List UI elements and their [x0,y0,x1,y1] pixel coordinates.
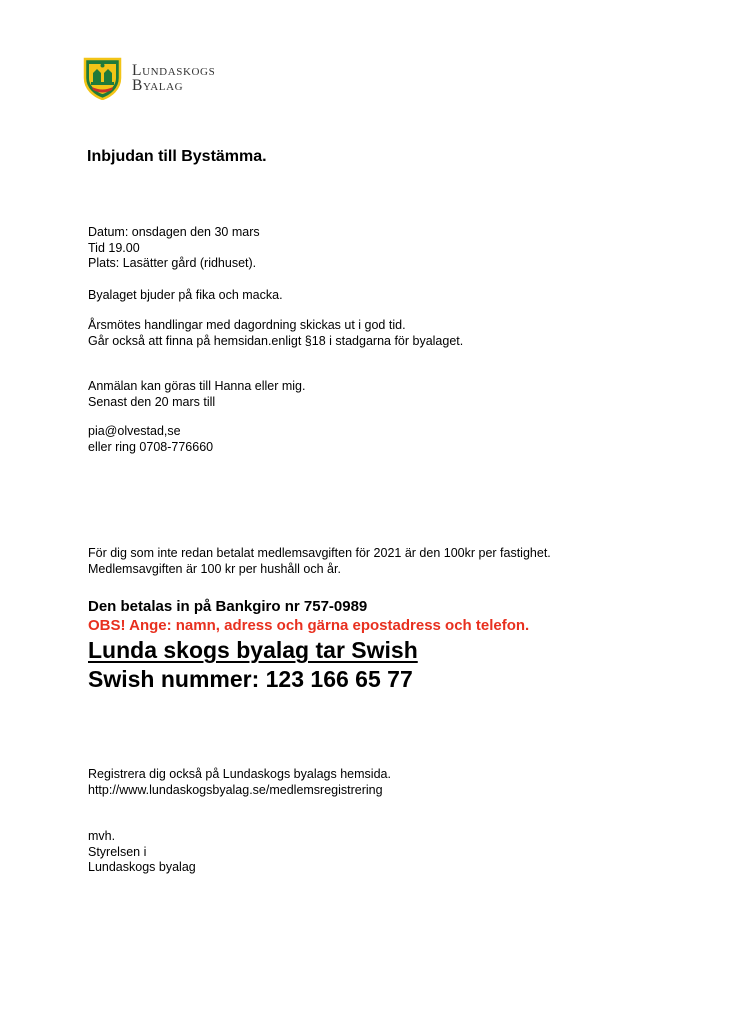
fika-note [88,288,283,304]
documents-note [88,318,463,349]
bankgiro-text: Den betalas in på Bankgiro nr 757-0989 [88,598,368,615]
obs-warning: OBS! Ange: namn, adress och gärna epostadress och telefon. [88,617,530,634]
fika-text: Byalaget bjuder på fika och macka. [88,288,283,302]
page-title: Inbjudan till Bystämma. [87,148,267,165]
byalag-logo [82,56,215,100]
registration-note [88,379,305,410]
signature-line3: Lundaskogs byalag [88,860,196,874]
fee-line2: Medlemsavgiften är 100 kr per hushåll och år. [88,561,341,576]
signature-line2: Styrelsen i [88,844,147,859]
website-line1: Registrera dig också på Lundaskogs byalags hemsida. [88,767,391,781]
documents-line2: Går också att finna på hemsidan.enligt §18 i stadgarna för byalaget. [88,333,464,348]
shield-emblem-icon [82,56,123,100]
contact-info [88,424,213,455]
event-time: Tid 19.00 [88,240,140,255]
signature [88,829,196,876]
payment-info [88,597,529,635]
logo-name-line2: Byalag [132,77,184,94]
swish-title: Lunda skogs byalag tar Swish [88,637,418,663]
event-date: Datum: onsdagen den 30 mars [88,225,260,239]
logo-name-line1: Lundaskogs [132,62,216,79]
contact-phone: eller ring 0708-776660 [88,439,214,454]
registration-line1: Anmälan kan göras till Hanna eller mig. [88,379,306,393]
documents-line1: Årsmötes handlingar med dagordning skickas ut i god tid. [88,318,406,332]
fee-info [88,546,551,577]
signature-line1: mvh. [88,829,116,843]
website-url-link[interactable]: http://www.lundaskogsbyalag.se/medlemsregistrering [88,782,383,797]
event-place: Plats: Lasätter gård (ridhuset). [88,256,257,270]
registration-line2: Senast den 20 mars till [88,394,216,409]
fee-line1: För dig som inte redan betalat medlemsavgiften för 2021 är den 100kr per fastighet. [88,546,551,560]
event-details [88,225,260,272]
website-note [88,767,391,798]
contact-email[interactable]: pia@olvestad,se [88,424,181,438]
swish-number: Swish nummer: 123 166 65 77 [88,666,413,692]
